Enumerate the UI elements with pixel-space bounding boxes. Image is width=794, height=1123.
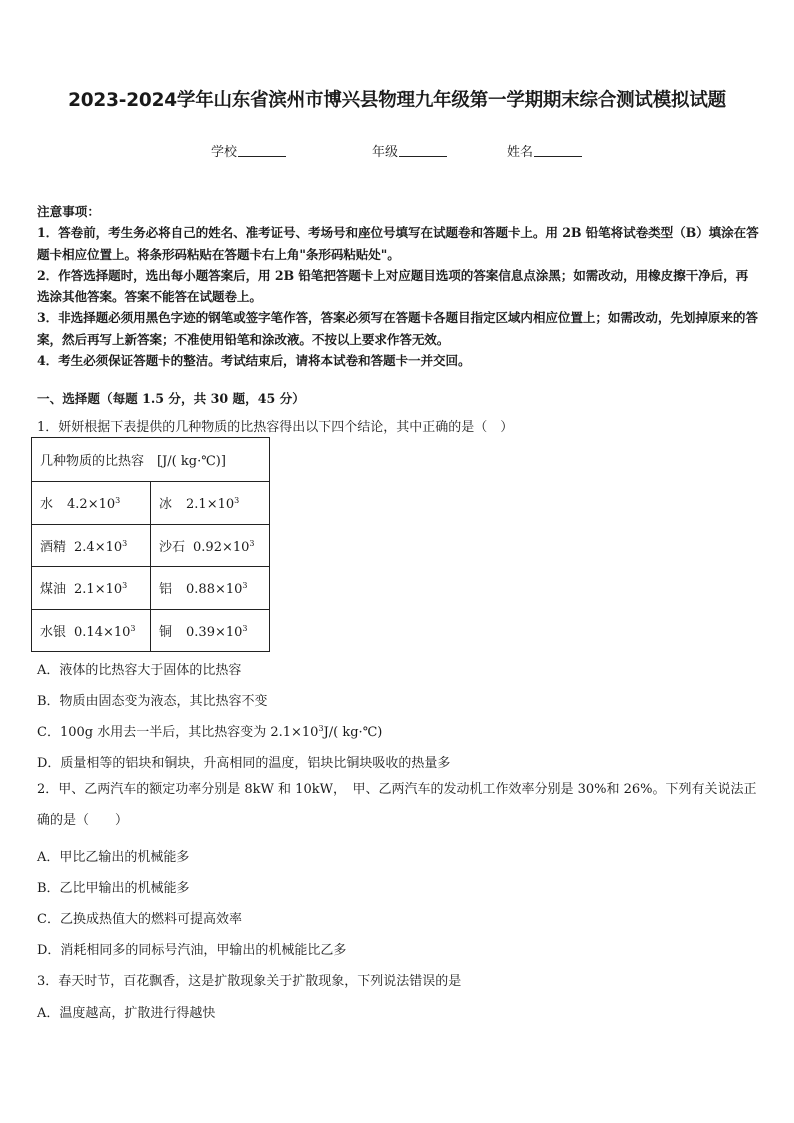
- substance-name: 铝: [159, 582, 173, 598]
- school-blank: [238, 143, 286, 157]
- question-3-option-a: A．温度越高，扩散进行得越快: [37, 1006, 216, 1021]
- heat-value: 4.2×10: [67, 497, 116, 513]
- question-2-option-d: D．消耗相同多的同标号汽油，甲输出的机械能比乙多: [37, 943, 347, 958]
- section-heading: 一、选择题（每题 1.5 分，共 30 题，45 分）: [37, 391, 305, 406]
- heat-value: 2.4×10: [74, 539, 123, 555]
- heat-value: 0.14×10: [74, 624, 131, 640]
- table-cell: [32, 567, 151, 610]
- table-header-cell: 几种物质的比热容 [J/( kg·℃)]: [32, 438, 270, 482]
- grade-blank: [399, 143, 447, 157]
- heat-value: 0.39×10: [186, 624, 243, 640]
- school-label: 学校: [211, 145, 238, 160]
- notice-block: [37, 201, 759, 371]
- heat-value: 0.92×10: [193, 539, 250, 555]
- notice-heading: 注意事项：: [37, 204, 100, 219]
- question-3-stem: 3．春天时节，百花飘香，这是扩散现象关于扩散现象，下列说法错误的是: [37, 974, 462, 989]
- grade-label: 年级: [372, 145, 399, 160]
- substance-name: 冰: [159, 497, 173, 513]
- grade-field: [372, 141, 447, 160]
- school-field: [211, 141, 286, 160]
- question-1-option-b: B．物质由固态变为液态，其比热容不变: [37, 694, 268, 709]
- question-1-option-a: A．液体的比热容大于固体的比热容: [37, 663, 242, 678]
- option-c-unit: J/( kg·℃): [323, 725, 383, 740]
- table-row: [32, 567, 270, 610]
- exponent: 3: [242, 581, 248, 591]
- name-blank: [534, 143, 582, 157]
- exam-title: 2023-2024学年山东省滨州市博兴县物理九年级第一学期期末综合测试模拟试题: [68, 90, 726, 111]
- substance-name: 水银: [40, 624, 67, 640]
- exponent: 3: [249, 538, 255, 548]
- notice-item-3: 3．非选择题必须用黑色字迹的钢笔或签字笔作答，答案必须写在答题卡各题目指定区域内相应位置上；如需改动，先划掉原来的答案，然后再写上新答案；不准使用铅笔和涂改液。不按以上要求作答无效。: [37, 310, 758, 347]
- exponent: 3: [318, 724, 324, 733]
- substance-name: 煤油: [40, 582, 67, 598]
- table-cell: [151, 482, 270, 525]
- name-label: 姓名: [507, 145, 534, 160]
- question-2-option-b: B．乙比甲输出的机械能多: [37, 881, 190, 896]
- table-row: [32, 482, 270, 525]
- table-cell: [32, 524, 151, 567]
- heat-value: 2.1×10: [74, 582, 123, 598]
- notice-item-2: 2．作答选择题时，选出每小题答案后，用 2B 铅笔把答题卡上对应题目选项的答案信息点涂黑；如需改动，用橡皮擦干净后，再选涂其他答案。答案不能答在试题卷上。: [37, 267, 749, 305]
- table-cell: [32, 609, 151, 652]
- table-row: [32, 524, 270, 567]
- substance-name: 铜: [159, 624, 173, 640]
- heat-value: 0.88×10: [186, 582, 243, 598]
- specific-heat-table: [31, 437, 270, 652]
- question-2-stem: 2．甲、乙两汽车的额定功率分别是 8kW 和 10kW， 甲、乙两汽车的发动机工作效率分别是 30%和 26%。下列有关说法正确的是（ ）: [37, 782, 757, 828]
- table-header-row: [32, 438, 270, 482]
- question-1-option-c: [37, 721, 382, 740]
- student-info-row: [0, 141, 794, 161]
- name-field: [507, 141, 582, 160]
- exponent: 3: [122, 581, 128, 591]
- question-1-option-d: D．质量相等的铝块和铜块，升高相同的温度，铝块比铜块吸收的热量多: [37, 756, 451, 771]
- notice-item-1: 1．答卷前，考生务必将自己的姓名、准考证号、考场号和座位号填写在试题卷和答题卡上。用 2B 铅笔将试卷类型（B）填涂在答题卡相应位置上。将条形码粘贴在答题卡右上角"条形码粘贴处"。: [37, 225, 759, 262]
- option-c-text: C．100g 水用去一半后，其比热容变为 2.1×10: [37, 725, 319, 740]
- question-1-stem: 1．妍妍根据下表提供的几种物质的比热容得出以下四个结论，其中正确的是（ ）: [37, 420, 514, 435]
- question-2-option-a: A．甲比乙输出的机械能多: [37, 850, 190, 865]
- exponent: 3: [115, 496, 121, 506]
- substance-name: 沙石: [159, 539, 186, 555]
- notice-item-4: 4．考生必须保证答题卡的整洁。考试结束后，请将本试卷和答题卡一并交回。: [37, 353, 471, 369]
- heat-value: 2.1×10: [186, 497, 235, 513]
- exponent: 3: [242, 623, 248, 633]
- question-2-option-c: C．乙换成热值大的燃料可提高效率: [37, 912, 242, 927]
- substance-name: 水: [40, 497, 54, 513]
- table-row: [32, 609, 270, 652]
- table-cell: [32, 482, 151, 525]
- substance-name: 酒精: [40, 539, 67, 555]
- exponent: 3: [234, 496, 240, 506]
- exponent: 3: [130, 623, 136, 633]
- table-cell: [151, 524, 270, 567]
- table-cell: [151, 609, 270, 652]
- table-cell: [151, 567, 270, 610]
- exponent: 3: [122, 538, 128, 548]
